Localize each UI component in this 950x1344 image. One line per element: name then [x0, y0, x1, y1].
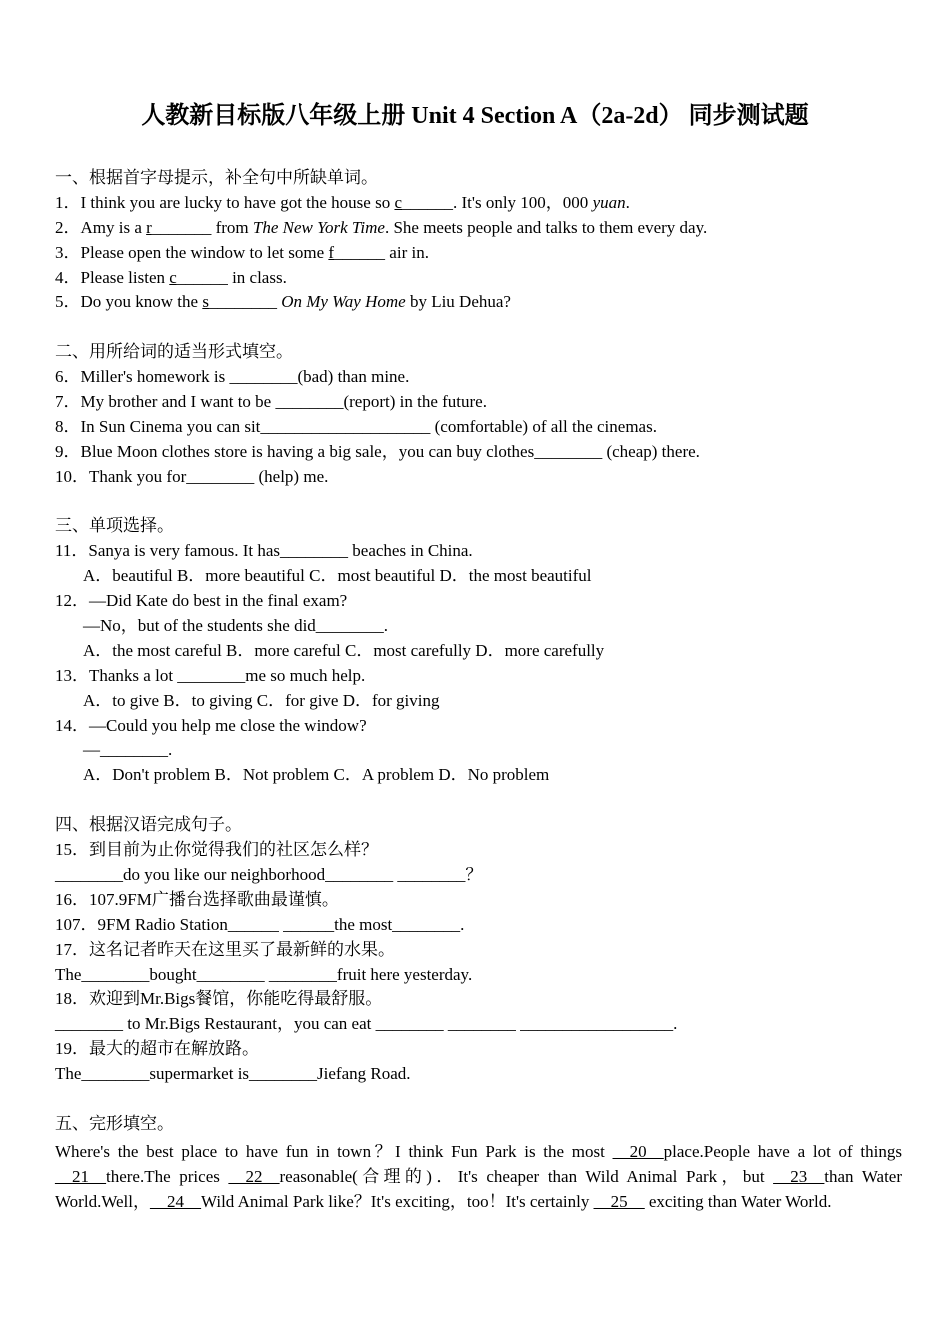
question-15-prompt: 15．到目前为止你觉得我们的社区怎么样？ [55, 840, 378, 860]
question-18-prompt: 18．欢迎到Mr.Bigs餐馆，你能吃得最舒服。 [55, 989, 383, 1009]
question-6: 6．Miller's homework is ________(bad) than mine. [55, 367, 410, 387]
question-4: 4．Please listen c______ in class. [55, 267, 287, 287]
question-13-options: A．to give B．to giving C．for give D．for giving [83, 690, 440, 710]
question-17-answer: The________bought________ ________fruit here yesterday. [55, 964, 473, 984]
question-11: 11．Sanya is very famous. It has________ beaches in China. [55, 541, 473, 561]
section-1-heading: 一、根据首字母提示，补全句中所缺单词。 [55, 168, 378, 187]
blank-23: __23__ [773, 1166, 825, 1186]
question-2: 2．Amy is a r_______ from The New York Time. She meets people and talks to them every day. [55, 217, 708, 237]
cloze-passage: Where's the best place to have fun in town？I think Fun Park is the most __20__place.People have a lot of things __21__there.The prices __22__reasonable(合理的)．It's cheaper than Wild Animal Park，but __23__than Water World.Well，__24__Wild Animal Park like？It's exciting，too！It's certainly __25__ exciting than Water World. [55, 1141, 903, 1211]
document-body [55, 166, 902, 1214]
question-12-options: A．the most careful B．more careful C．most carefully D．more carefully [83, 640, 605, 660]
question-17-prompt: 17．这名记者昨天在这里买了最新鲜的水果。 [55, 939, 395, 959]
question-16-prompt: 16．107.9FM广播台选择歌曲最谨慎。 [55, 889, 339, 909]
question-10: 10．Thank you for________ (help) me. [55, 466, 329, 486]
spacer [55, 315, 902, 340]
question-14: 14．—Could you help me close the window? [55, 715, 367, 735]
question-19-prompt: 19．最大的超市在解放路。 [55, 1039, 259, 1059]
blank-20: __20__ [612, 1141, 664, 1161]
question-3: 3．Please open the window to let some f______ air in. [55, 242, 429, 262]
question-8: 8．In Sun Cinema you can sit____________________ (comfortable) of all the cinemas. [55, 416, 657, 436]
question-9: 9．Blue Moon clothes store is having a big sale，you can buy clothes________ (cheap) there. [55, 441, 700, 461]
question-19-answer: The________supermarket is________Jiefang Road. [55, 1064, 411, 1084]
question-5: 5．Do you know the s________ On My Way Home by Liu Dehua? [55, 292, 511, 312]
question-14-options: A．Don't problem B．Not problem C．A problem D．No problem [83, 765, 550, 785]
question-14-reply: —________. [83, 740, 173, 760]
question-11-options: A．beautiful B．more beautiful C．most beautiful D．the most beautiful [83, 566, 592, 586]
blank-22: __22__ [228, 1166, 280, 1186]
question-7: 7．My brother and I want to be ________(report) in the future. [55, 392, 487, 412]
blank-25: __25__ [593, 1191, 645, 1211]
question-15-answer: ________do you like our neighborhood________ ________？ [55, 864, 483, 884]
spacer [55, 788, 902, 813]
question-18-answer: ________ to Mr.Bigs Restaurant，you can eat ________ ________ __________________. [55, 1014, 678, 1034]
section-3-heading: 三、单项选择。 [55, 516, 174, 536]
section-2-heading: 二、用所给词的适当形式填空。 [55, 342, 293, 362]
blank-24: __24__ [150, 1191, 201, 1211]
question-13: 13．Thanks a lot ________me so much help. [55, 665, 366, 685]
question-12-reply: —No，but of the students she did________. [83, 616, 389, 636]
section-4-heading: 四、根据汉语完成句子。 [55, 815, 242, 835]
blank-21: __21__ [55, 1166, 106, 1186]
spacer [55, 1087, 902, 1112]
question-12: 12．—Did Kate do best in the final exam? [55, 591, 348, 611]
document-title: 人教新目标版八年级上册 Unit 4 Section A（2a-2d） 同步测试题 [141, 103, 809, 129]
section-5-heading: 五、完形填空。 [55, 1113, 174, 1133]
spacer [55, 490, 902, 515]
question-16-answer: 107．9FM Radio Station______ ______the most________. [55, 914, 465, 934]
question-1: 1．I think you are lucky to have got the house so c______. It's only 100，000 yuan. [55, 192, 630, 212]
